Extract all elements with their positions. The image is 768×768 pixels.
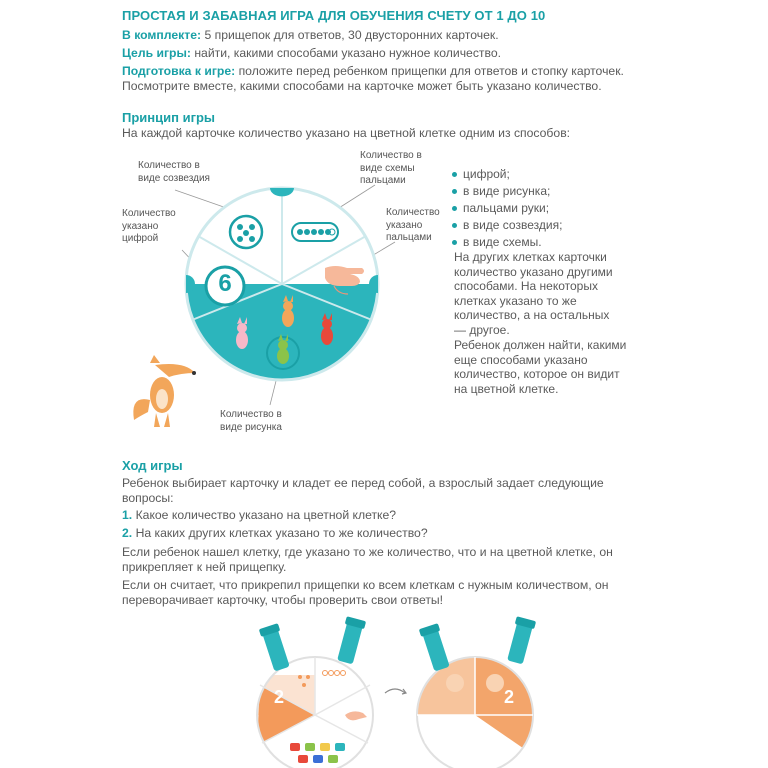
caption-constellation: Количество в виде созвездия — [138, 160, 210, 184]
list-item: пальцами руки; — [452, 200, 562, 217]
clothespin-icon — [507, 616, 536, 664]
gameplay-intro-2: вопросы: — [122, 491, 174, 505]
goal-line — [122, 46, 501, 61]
list-item: цифрой; — [452, 166, 562, 183]
question-1-number: 1. — [122, 508, 133, 522]
prep-text: положите перед ребенком прищепки для ответов и стопку карточек. — [238, 64, 624, 78]
gameplay-p2-2: переворачивает карточку, чтобы проверить свои ответы! — [122, 593, 444, 607]
list-item: в виде схемы. — [452, 234, 562, 251]
gameplay-p1-2: прикрепляет к ней прищепку. — [122, 560, 287, 574]
clothespin-icon — [259, 623, 290, 671]
clothespin-icon — [337, 616, 366, 664]
prep-text-2: Посмотрите вместе, какими способами на карточке может быть указано количество. — [122, 79, 602, 93]
goal-paragraph: Ребенок должен найти, какими еще способами указано количество, которое он видит на цветной клетке. — [454, 338, 627, 396]
other-cells-paragraph: На других клетках карточки количество указано другими способами. На некоторых клетках указано то же количество, а на остальных — другое. — [454, 250, 613, 337]
page-title: ПРОСТАЯ И ЗАБАВНАЯ ИГРА ДЛЯ ОБУЧЕНИЯ СЧЕТУ ОТ 1 ДО 10 — [122, 8, 546, 23]
principle-intro: На каждой карточке количество указано на цветной клетке одним из способов: — [122, 126, 571, 140]
kit-line — [122, 28, 499, 43]
question-1: 1. Какое количество указано на цветной клетке? — [122, 508, 397, 522]
prep-line — [122, 64, 624, 79]
principle-heading: Принцип игры — [122, 110, 216, 125]
goal-label: Цель игры: — [122, 46, 191, 60]
methods-list — [452, 166, 562, 251]
caption-fingers: Количество указано пальцами — [386, 207, 440, 243]
caption-scheme: Количество в виде схемы пальцами — [360, 150, 422, 186]
finger-scheme-icon — [292, 223, 338, 241]
goal-text: найти, какими способами указано нужное количество. — [194, 46, 502, 60]
gameplay-p2-1: Если он считает, что прикрепил прищепки ко всем клеткам с нужным количеством, он — [122, 578, 609, 592]
caption-picture: Количество в виде рисунка — [220, 409, 282, 433]
front-card-digit: 2 — [273, 687, 284, 707]
list-item: в виде рисунка; — [452, 183, 562, 200]
flip-arrow-icon — [385, 689, 405, 693]
question-2-number: 2. — [122, 526, 133, 540]
gameplay-p1-1: Если ребенок нашел клетку, где указано то же количество, что и на цветной клетке, он — [122, 545, 613, 559]
kit-text: 5 прищепок для ответов, 30 двусторонних карточек. — [204, 28, 499, 42]
constellation-icon — [230, 216, 262, 248]
card-digit: 6 — [218, 270, 232, 297]
gameplay-heading: Ход игры — [122, 458, 183, 473]
back-card-digit: 2 — [503, 687, 514, 707]
question-2: 2. На каких других клетках указано то же количество? — [122, 526, 428, 540]
kit-label: В комплекте: — [122, 28, 202, 42]
fox-character — [120, 355, 200, 430]
prep-label: Подготовка к игре: — [122, 64, 236, 78]
gameplay-intro-1: Ребенок выбирает карточку и кладет ее перед собой, а взрослый задает следующие — [122, 476, 604, 490]
list-item: в виде созвездия; — [452, 217, 562, 234]
caption-digit: Количество указано цифрой — [122, 208, 176, 244]
clothespin-icon — [419, 623, 450, 671]
